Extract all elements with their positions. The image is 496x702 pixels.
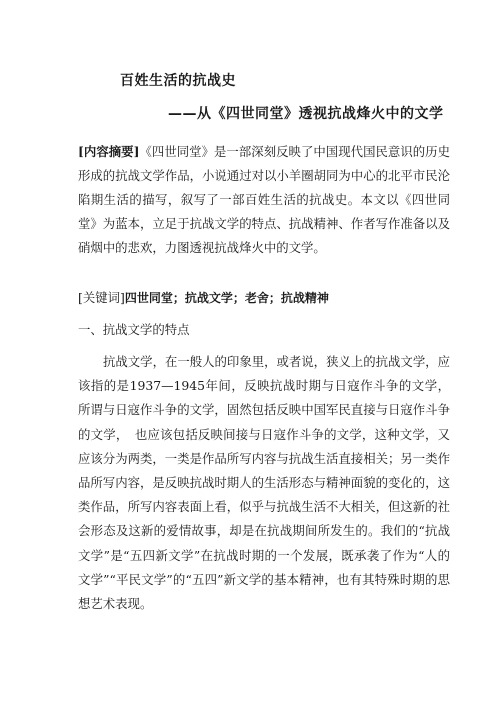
keywords-label: [关键词] bbox=[78, 290, 125, 305]
abstract-block bbox=[78, 140, 450, 260]
body-paragraph: 抗战文学，在一般人的印象里，或者说，狭义上的抗战文学，应该指的是1937—1945年间，反映抗战时期与日寇作斗争的文学，所谓与日寇作斗争的文学，固然包括反映中国军民直接与日寇作斗争的文学， 也应该包括反映间接与日寇作斗争的文学，这种文学，又应该分为两类，一类是作品所写内容与抗战生活直接相关；另一类作品所写内容，是反映抗战时期人的生活形态与精神面貌的变化的，这类作品，所写内容表面上看，似乎与抗战生活不大相关，但这新的社会形态及这新的爱情故事，却是在抗战期间所发生的。我们的“抗战文学”是“五四新文学”在抗战时期的一个发展，既承袭了作为“人的文学”“平民文学”的“五四”新文学的基本精神，也有其特殊时期的思想艺术表现。 bbox=[78, 354, 450, 612]
section-heading: 一、抗战文学的特点 bbox=[78, 322, 190, 337]
keywords-text: 四世同堂；抗战文学；老舍；抗战精神 bbox=[124, 291, 329, 305]
abstract-label: [内容摘要] bbox=[78, 144, 140, 159]
document-title: 百姓生活的抗战史 bbox=[120, 73, 236, 89]
abstract-text: 《四世同堂》是一部深刻反映了中国现代国民意识的历史形成的抗战文学作品，小说通过对以小羊圈胡同为中心的北平市民沦陷期生活的描写，叙写了一部百姓生活的抗战史。本文以《四世同堂》为蓝本，立足于抗战文学的特点、抗战精神、作者写作准备以及硝烟中的悲欢，力图透视抗战烽火中的文学。 bbox=[78, 144, 450, 255]
keywords-block bbox=[78, 286, 450, 310]
document-subtitle: ——从《四世同堂》透视抗战烽火中的文学 bbox=[168, 106, 444, 122]
